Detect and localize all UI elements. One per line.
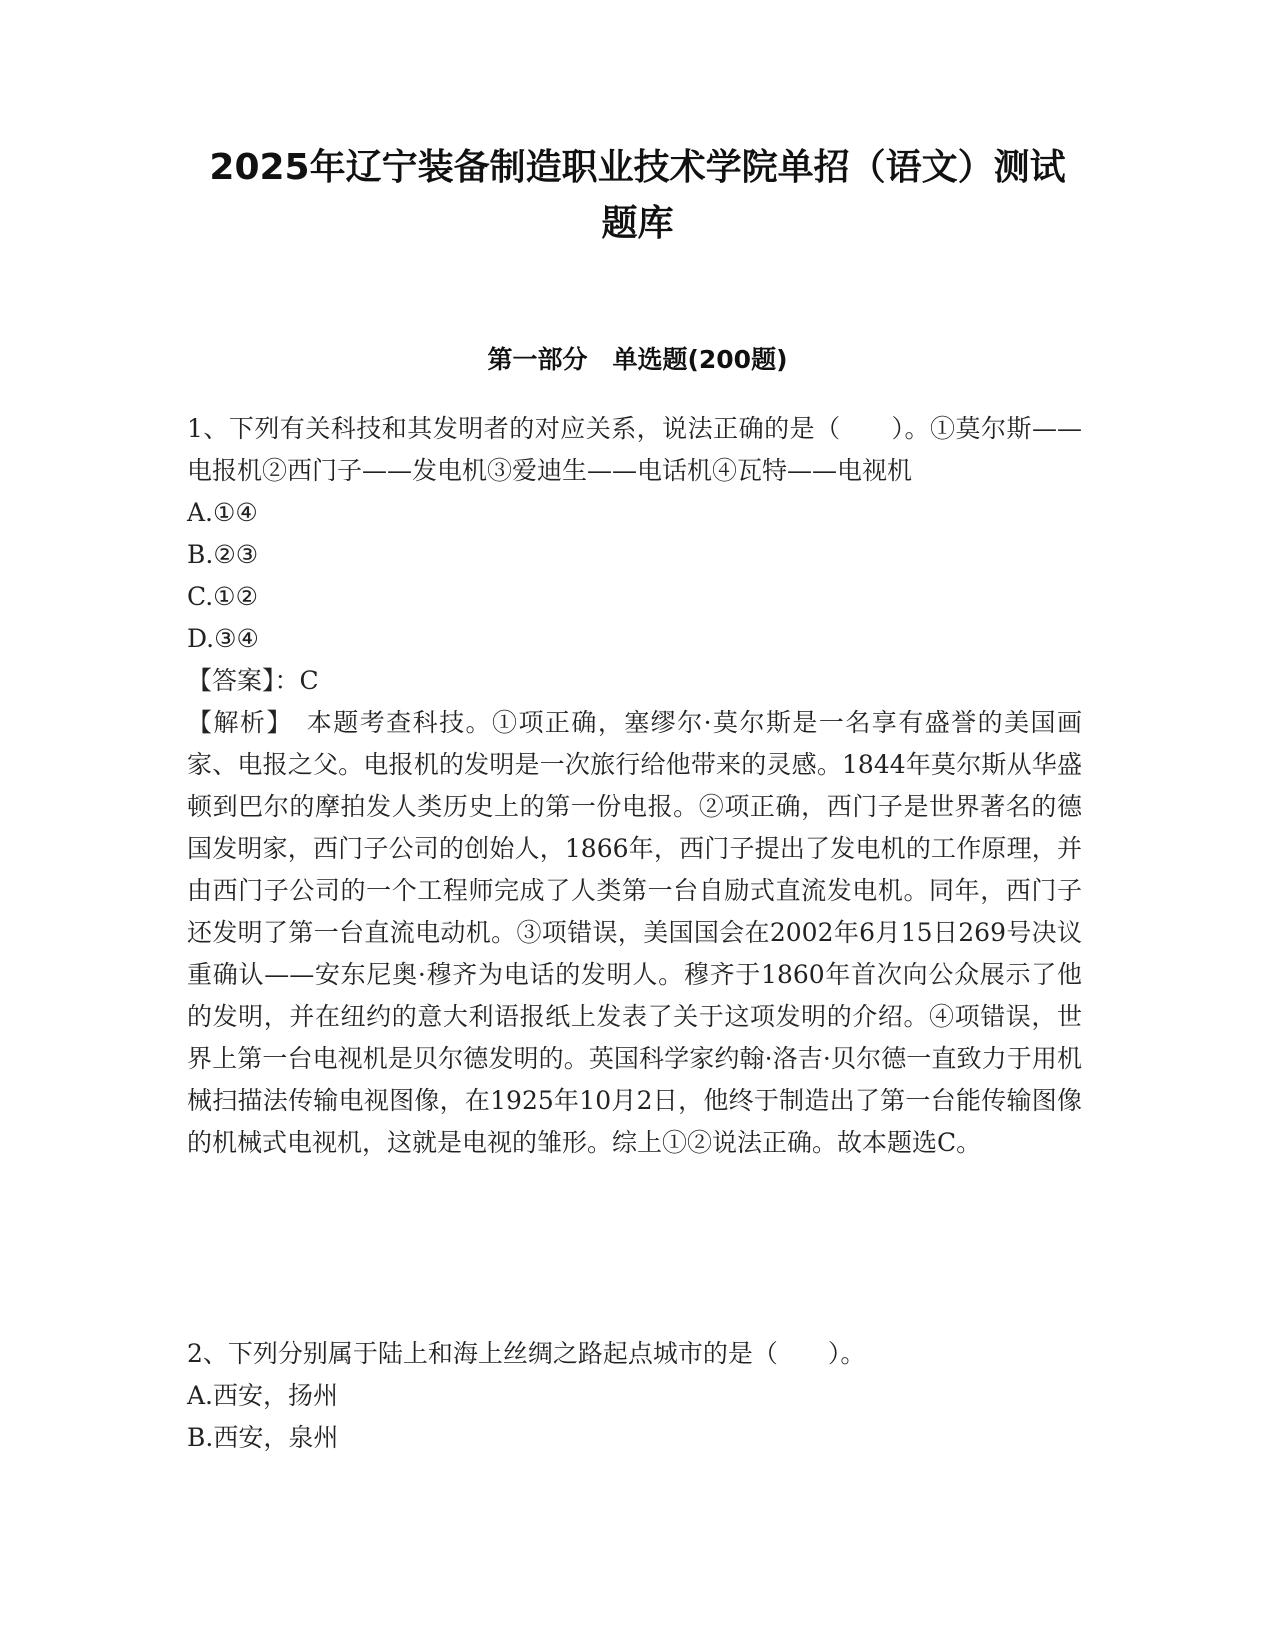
question-1 [187, 408, 1082, 1164]
option-c: C.①② [187, 582, 259, 611]
title-line-2: 题库 [601, 203, 674, 244]
option-b: B.西安，泉州 [187, 1423, 339, 1452]
question-2 [187, 1333, 1082, 1459]
question-stem: 2、下列分别属于陆上和海上丝绸之路起点城市的是（ ）。 [187, 1339, 866, 1368]
answer-line: 【答案】：C [187, 666, 319, 695]
section-heading: 第一部分 单选题(200题) [487, 345, 788, 374]
document-title [150, 140, 1125, 252]
option-b: B.②③ [187, 540, 259, 569]
analysis-paragraph: 【解析】 本题考查科技。①项正确，塞缪尔·莫尔斯是一名享有盛誉的美国画家、电报之父。电报机的发明是一次旅行给他带来的灵感。1844年莫尔斯从华盛顿到巴尔的摩拍发人类历史上的第一份电报。②项正确，西门子是世界著名的德国发明家，西门子公司的创始人，1866年，西门子提出了发电机的工作原理，并由西门子公司的一个工程师完成了人类第一台自励式直流发电机。同年，西门子还发明了第一台直流电动机。③项错误，美国国会在2002年6月15日269号决议重确认——安东尼奥·穆齐为电话的发明人。穆齐于1860年首次向公众展示了他的发明，并在纽约的意大利语报纸上发表了关于这项发明的介绍。④项错误，世界上第一台电视机是贝尔德发明的。英国科学家约翰·洛吉·贝尔德一直致力于用机械扫描法传输电视图像，在1925年10月2日，他终于制造出了第一台能传输图像的机械式电视机，这就是电视的雏形。综上①②说法正确。故本题选C。 [187, 708, 1082, 1157]
option-a: A.①④ [187, 498, 258, 527]
option-d: D.③④ [187, 624, 259, 653]
title-line-1: 2025年辽宁装备制造职业技术学院单招（语文）测试 [209, 147, 1066, 188]
question-stem: 1、下列有关科技和其发明者的对应关系，说法正确的是（ ）。①莫尔斯——电报机②西门子——发电机③爱迪生——电话机④瓦特——电视机 [187, 414, 1082, 485]
option-a: A.西安，扬州 [187, 1381, 339, 1410]
